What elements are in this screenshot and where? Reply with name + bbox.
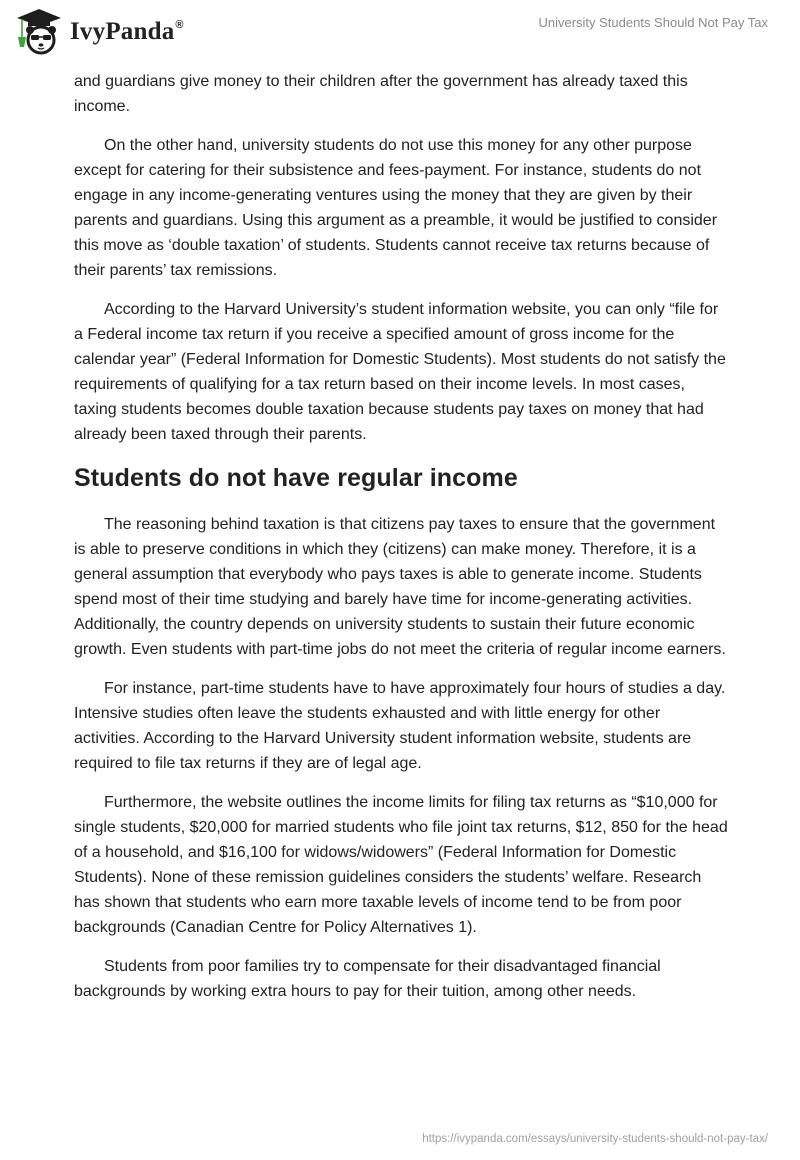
page-header <box>0 0 800 62</box>
paragraph: For instance, part-time students have to have approximately four hours of studies a day. Intensive studies often leave the students exhausted and with little energy for other activities. According to the Harvard University student information website, students are required to file tax returns if they are of legal age. <box>74 680 726 772</box>
source-url[interactable]: https://ivypanda.com/essays/university-students-should-not-pay-tax/ <box>422 1133 768 1145</box>
paragraph: Furthermore, the website outlines the income limits for filing tax returns as “$10,000 for single students, $20,000 for married students who file joint tax returns, $12, 850 for the head of a household, and $16,100 for widows/widowers” (Federal Information for Domestic Students). None of these remission guidelines considers the students’ welfare. Research has shown that students who earn more taxable levels of income tend to be from poor backgrounds (Canadian Centre for Policy Alternatives 1). <box>74 794 728 936</box>
paragraph: The reasoning behind taxation is that citizens pay taxes to ensure that the government is able to preserve conditions in which they (citizens) can make money. Therefore, it is a general assumption that everybody who pays taxes is able to generate income. Students spend most of their time studying and barely have time for income-generating activities. Additionally, the country depends on university students to sustain their future economic growth. Even students with part-time jobs do not meet the criteria of regular income earners. <box>74 516 726 658</box>
logo-text: IvyPanda <box>70 18 175 45</box>
paragraph: Students from poor families try to compensate for their disadvantaged financial backgrounds by working extra hours to pay for their tuition, among other needs. <box>74 958 661 1000</box>
paragraph: On the other hand, university students do not use this money for any other purpose except for catering for their subsistence and fees-payment. For instance, students do not engage in any income-generating ventures using the money that they are given by their parents and guardians. Using this argument as a preamble, it would be justified to consider this move as ‘double taxation’ of students. Students cannot receive tax returns because of their parents’ tax remissions. <box>74 137 718 279</box>
section-heading: Students do not have regular income <box>74 464 518 492</box>
document-title: University Students Should Not Pay Tax <box>538 15 768 30</box>
registered-mark: ® <box>175 19 184 31</box>
logo-wordmark <box>70 18 184 46</box>
paragraph: and guardians give money to their children after the government has already taxed this income. <box>74 73 688 115</box>
essay-content <box>74 69 730 1018</box>
paragraph: According to the Harvard University’s student information website, you can only “file for a Federal income tax return if you receive a specified amount of gross income for the calendar year” (Federal Information for Domestic Students). Most students do not satisfy the requirements of qualifying for a tax return based on their income levels. In most cases, taxing students becomes double taxation because students pay taxes on money that had already been taxed through their parents. <box>74 301 726 443</box>
ivypanda-logo[interactable] <box>14 7 184 55</box>
panda-graduate-icon <box>14 7 64 55</box>
